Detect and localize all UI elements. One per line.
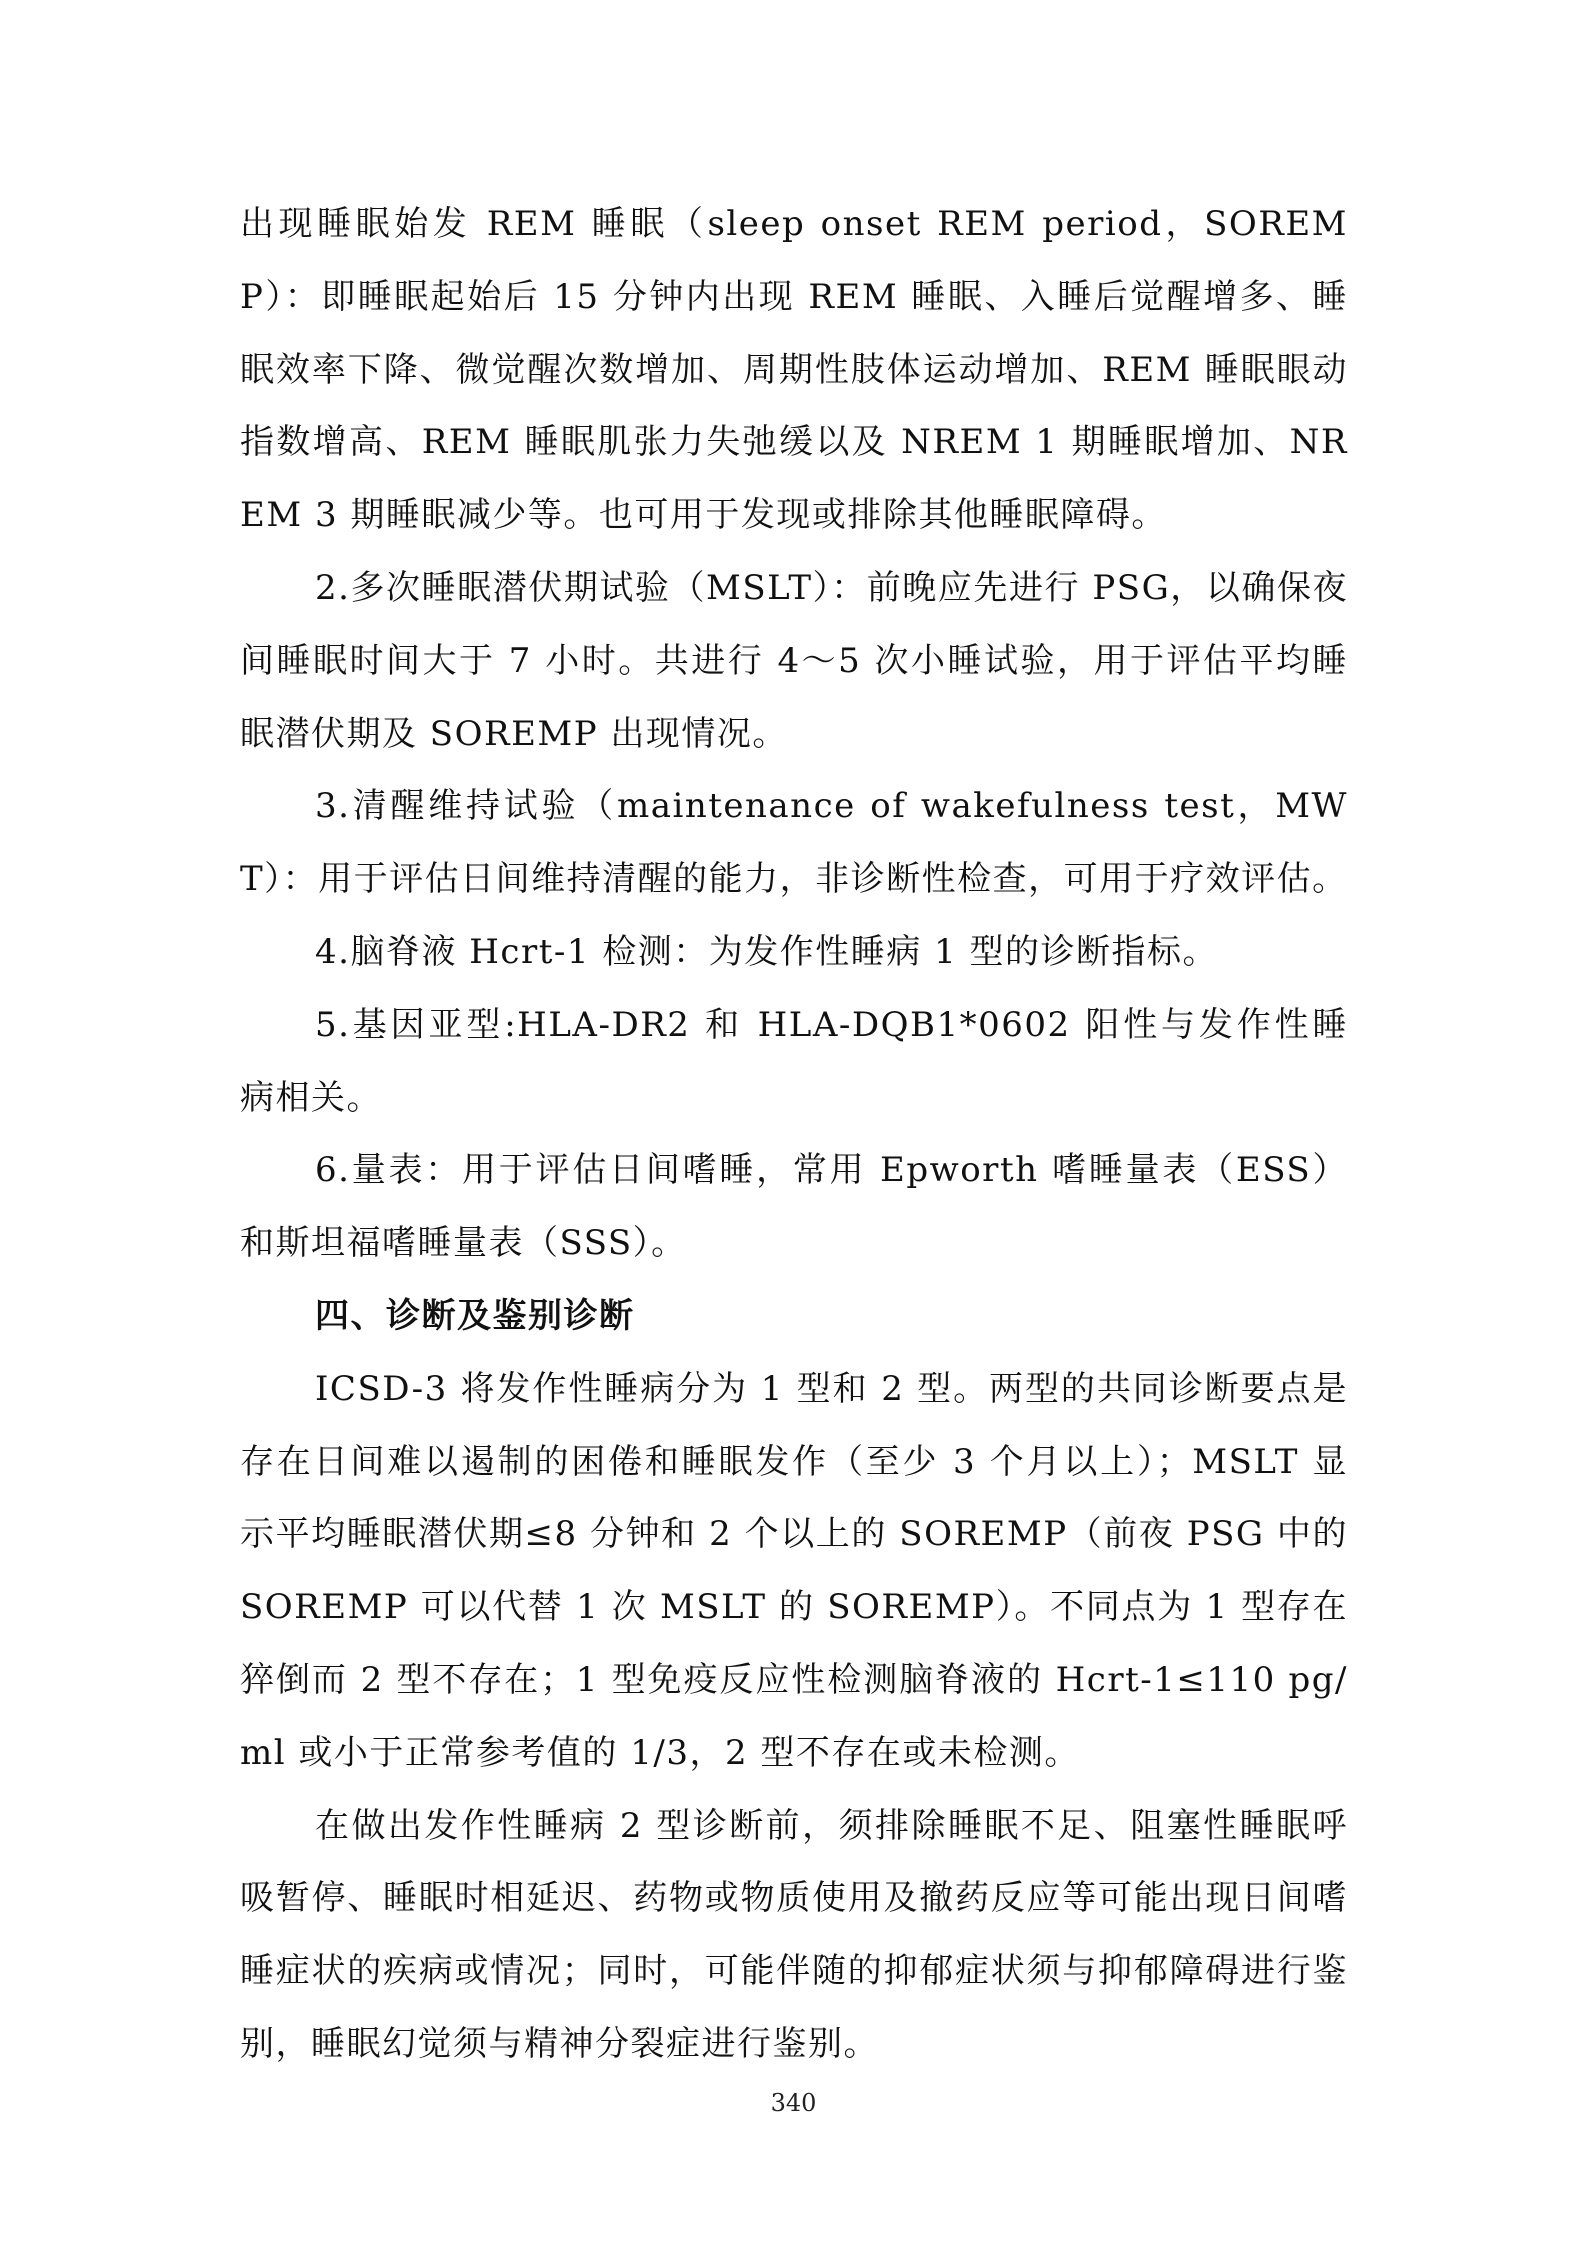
paragraph-mwt: 3.清醒维持试验（maintenance of wakefulness test，MWT）：用于评估日间维持清醒的能力，非诊断性检查，可用于疗效评估。: [240, 786, 1348, 900]
paragraph-scales: 6.量表：用于评估日间嗜睡，常用 Epworth 嗜睡量表（ESS）和斯坦福嗜睡量表（SSS）。: [240, 1150, 1348, 1264]
paragraph-diagnosis: ICSD-3 将发作性睡病分为 1 型和 2 型。两型的共同诊断要点是存在日间难以遏制的困倦和睡眠发作（至少 3 个月以上）；MSLT 显示平均睡眠潜伏期≤8 分钟和 2 个以上的 SOREMP（前夜 PSG 中的 SOREMP 可以代替 1 次 MSLT 的 SOREMP）。不同点为 1 型存在猝倒而 2 型不存在；1 型免疫反应性检测脑脊液的 Hcrt-1≤110 pg/ml 或小于正常参考值的 1/3，2 型不存在或未检测。: [240, 1368, 1348, 1773]
paragraph-psg-continued: 出现睡眠始发 REM 睡眠（sleep onset REM period，SOREMP）：即睡眠起始后 15 分钟内出现 REM 睡眠、入睡后觉醒增多、睡眠效率下降、微觉醒次数增加、周期性肢体运动增加、REM 睡眠眼动指数增高、REM 睡眠肌张力失弛缓以及 NREM 1 期睡眠增加、NREM 3 期睡眠减少等。也可用于发现或排除其他睡眠障碍。: [240, 204, 1348, 536]
page-body: [240, 188, 1348, 2081]
paragraph-mslt: 2.多次睡眠潜伏期试验（MSLT）：前晚应先进行 PSG，以确保夜间睡眠时间大于 7 小时。共进行 4～5 次小睡试验，用于评估平均睡眠潜伏期及 SOREMP 出现情况。: [240, 567, 1348, 754]
paragraph-gene-subtype: 5.基因亚型:HLA-DR2 和 HLA-DQB1*0602 阳性与发作性睡病相关。: [240, 1004, 1348, 1118]
section-heading: 四、诊断及鉴别诊断: [315, 1295, 635, 1336]
page-number: 340: [770, 2089, 817, 2117]
paragraph-csf-hcrt: 4.脑脊液 Hcrt-1 检测：为发作性睡病 1 型的诊断指标。: [315, 931, 1219, 972]
paragraph-differential: 在做出发作性睡病 2 型诊断前，须排除睡眠不足、阻塞性睡眠呼吸暂停、睡眠时相延迟、药物或物质使用及撤药反应等可能出现日间嗜睡症状的疾病或情况；同时，可能伴随的抑郁症状须与抑郁障碍进行鉴别，睡眠幻觉须与精神分裂症进行鉴别。: [240, 1805, 1348, 2064]
